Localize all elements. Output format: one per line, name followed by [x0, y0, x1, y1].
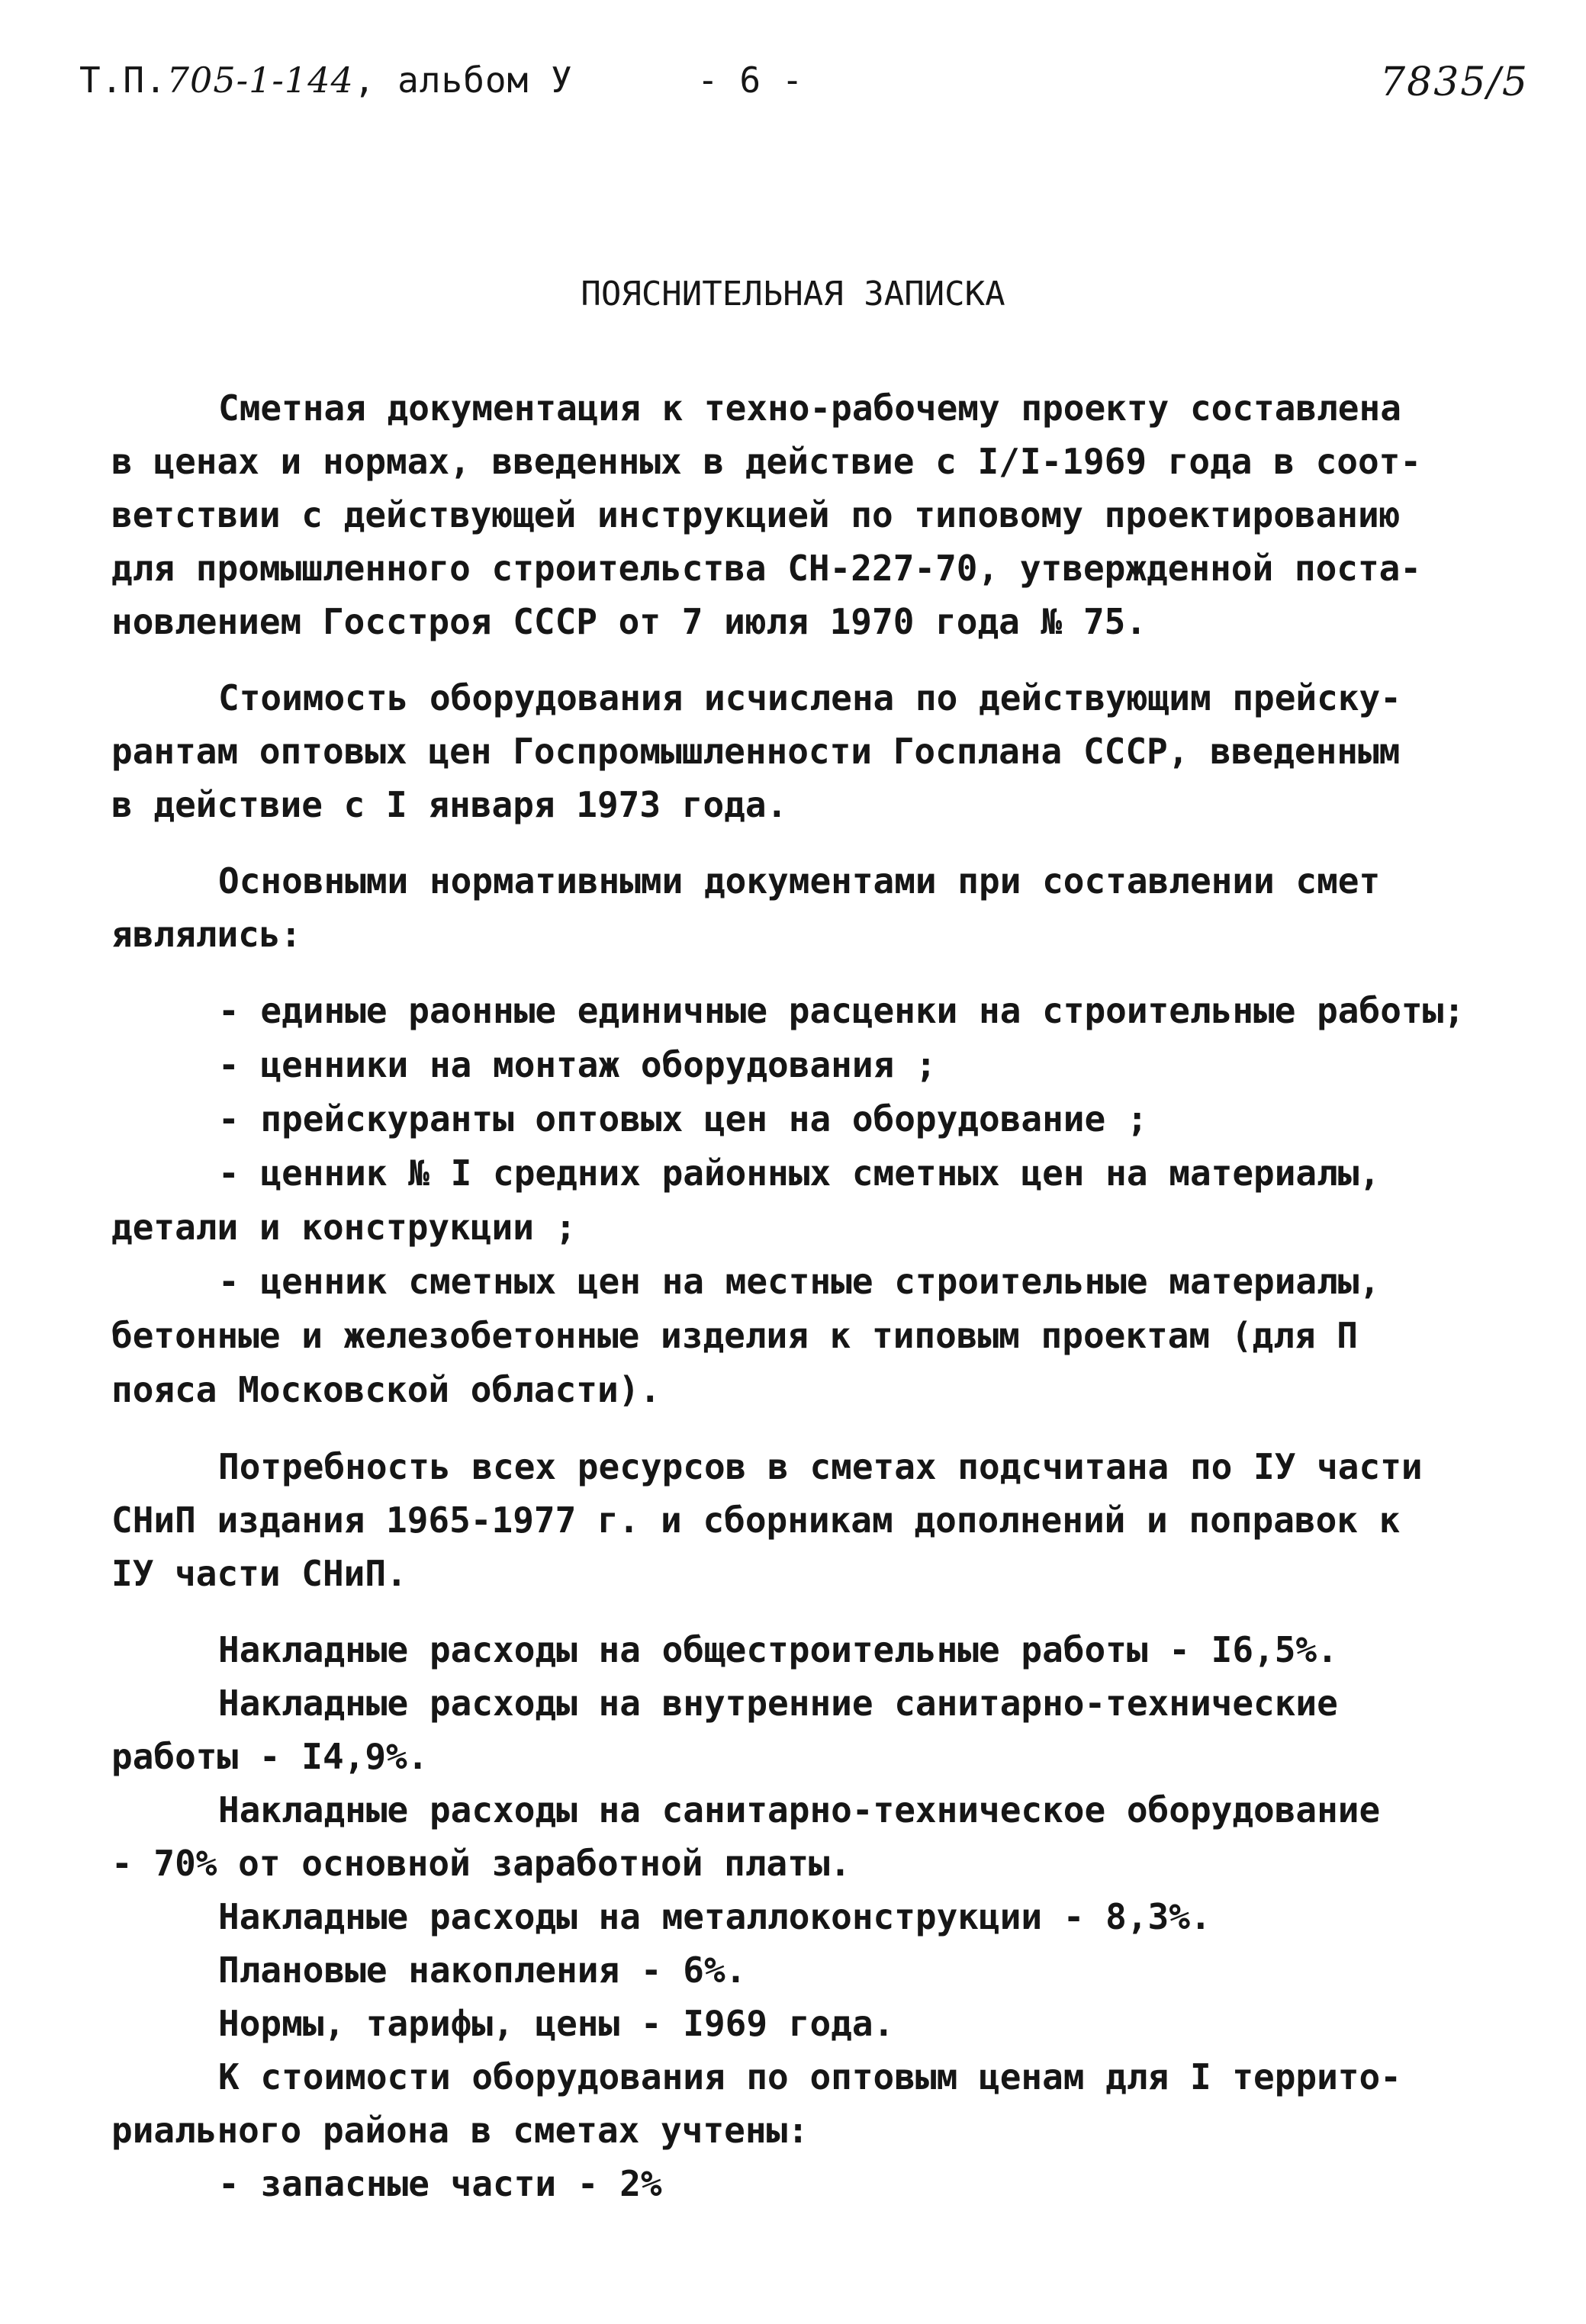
text-line: Плановые накопления - 6%.: [218, 1950, 747, 1991]
list-item: - ценник сметных цен на местные строительные материалы,: [218, 1261, 1381, 1302]
document-reference: [79, 59, 573, 101]
text-line: IУ части СНиП.: [111, 1553, 407, 1594]
doc-prefix: Т.П.: [79, 59, 167, 101]
text-line: для промышленного строительства СН-227-70, утвержденной поста-: [111, 548, 1422, 589]
archive-number-handwritten: 7835/5: [1380, 59, 1529, 105]
text-line: являлись:: [111, 914, 302, 955]
doc-number-handwritten: 705-1-144: [166, 59, 354, 101]
text-line: Сметная документация к техно-рабочему проекту составлена: [218, 387, 1401, 429]
text-line: К стоимости оборудования по оптовым ценам для I террито-: [218, 2056, 1401, 2097]
document-title: ПОЯСНИТЕЛЬНАЯ ЗАПИСКА: [581, 275, 1005, 313]
paragraph-estimate-basis: [111, 381, 1485, 648]
list-item: - ценник № I средних районных сметных цен на материалы,: [218, 1152, 1381, 1194]
text-line: СНиП издания 1965-1977 г. и сборникам дополнений и поправок к: [111, 1500, 1401, 1541]
text-line: Стоимость оборудования исчислена по действующим прейску-: [218, 677, 1401, 718]
page-header: [79, 59, 1529, 121]
text-line: работы - I4,9%.: [111, 1736, 429, 1777]
document-body: [111, 381, 1485, 2210]
paragraph-overheads: [111, 1623, 1485, 2210]
text-line: Потребность всех ресурсов в сметах подсчитана по IУ части: [218, 1446, 1423, 1487]
text-line: риального района в сметах учтены:: [111, 2110, 809, 2151]
list-item-continuation: детали и конструкции ;: [111, 1207, 577, 1248]
text-line: рантам оптовых цен Госпромышленности Госплана СССР, введенным: [111, 731, 1401, 772]
text-line: Накладные расходы на общестроительные работы - I6,5%.: [218, 1629, 1338, 1670]
paragraph-resources: [111, 1440, 1485, 1600]
text-line: ветствии с действующей инструкцией по типовому проектированию: [111, 494, 1401, 535]
text-line: в ценах и нормах, введенных в действие с I/I-1969 года в соот-: [111, 441, 1422, 482]
album-label: , альбом У: [353, 59, 573, 101]
paragraph-normative-docs: [111, 854, 1485, 961]
text-line: Нормы, тарифы, цены - I969 года.: [218, 2003, 895, 2044]
page-number: - 6 -: [697, 59, 803, 101]
text-line: Накладные расходы на металлоконструкции - 8,3%.: [218, 1896, 1211, 1937]
list-item-continuation: бетонные и железобетонные изделия к типовым проектам (для П: [111, 1315, 1358, 1356]
text-line: Основными нормативными документами при составлении смет: [218, 860, 1381, 902]
text-line: Накладные расходы на санитарно-техническое оборудование: [218, 1789, 1381, 1831]
list-item: - единые раонные единичные расценки на строительные работы;: [218, 990, 1465, 1031]
text-line: новлением Госстроя СССР от 7 июля 1970 года № 75.: [111, 601, 1147, 642]
normative-docs-list: [111, 984, 1485, 1417]
text-line: - 70% от основной заработной платы.: [111, 1843, 851, 1884]
paragraph-equipment-cost: [111, 671, 1485, 831]
text-line: в действие с I января 1973 года.: [111, 784, 788, 825]
list-item: - ценники на монтаж оборудования ;: [218, 1044, 937, 1085]
text-line: Накладные расходы на внутренние санитарно-технические: [218, 1683, 1338, 1724]
list-item: - прейскуранты оптовых цен на оборудование ;: [218, 1098, 1148, 1139]
text-line: - запасные части - 2%: [218, 2163, 662, 2204]
list-item-continuation: пояса Московской области).: [111, 1369, 661, 1410]
